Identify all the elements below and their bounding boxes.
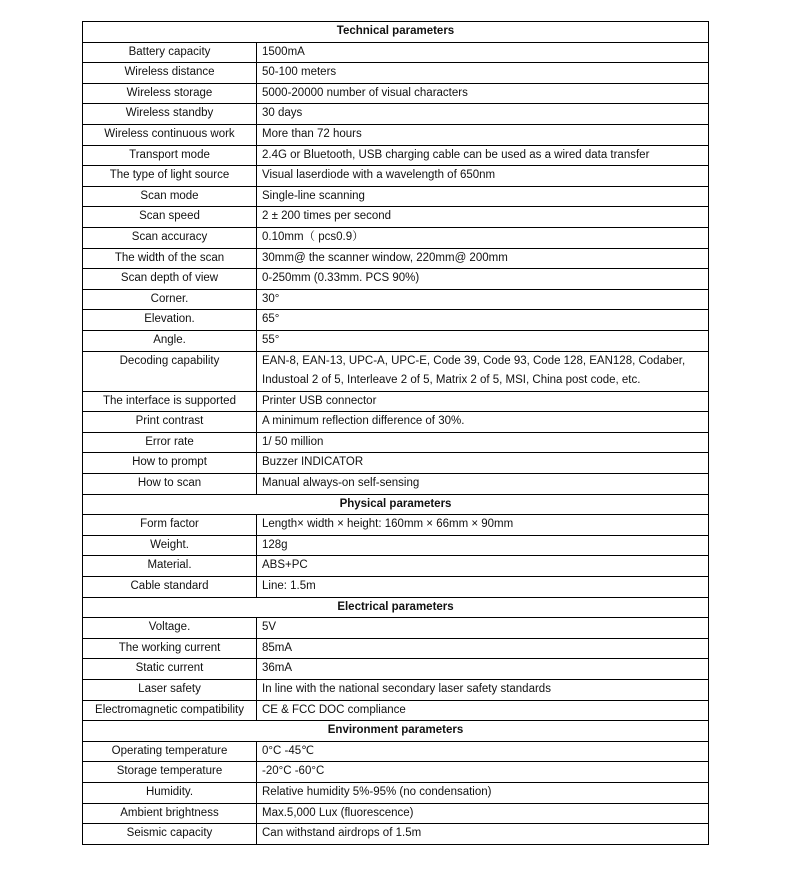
table-row xyxy=(83,762,709,783)
param-value: 85mA xyxy=(257,638,709,659)
table-row xyxy=(83,782,709,803)
param-label: Form factor xyxy=(83,515,257,536)
param-label: The working current xyxy=(83,638,257,659)
section-title-electrical: Electrical parameters xyxy=(83,597,709,618)
param-label: Wireless storage xyxy=(83,83,257,104)
section-title-environment: Environment parameters xyxy=(83,721,709,742)
table-row xyxy=(83,824,709,845)
param-value: 2.4G or Bluetooth, USB charging cable can be used as a wired data transfer xyxy=(257,145,709,166)
param-value: 30 days xyxy=(257,104,709,125)
table-row xyxy=(83,145,709,166)
param-label: The interface is supported xyxy=(83,391,257,412)
param-label: Voltage. xyxy=(83,618,257,639)
table-row xyxy=(83,330,709,351)
table-row xyxy=(83,803,709,824)
param-value: Buzzer INDICATOR xyxy=(257,453,709,474)
param-label: Cable standard xyxy=(83,577,257,598)
param-value: Length× width × height: 160mm × 66mm × 90mm xyxy=(257,515,709,536)
table-row xyxy=(83,412,709,433)
table-row xyxy=(83,432,709,453)
param-label: Humidity. xyxy=(83,782,257,803)
section-header-row xyxy=(83,22,709,43)
section-title-technical: Technical parameters xyxy=(83,22,709,43)
param-label: Laser safety xyxy=(83,680,257,701)
param-label: Corner. xyxy=(83,289,257,310)
param-label: How to prompt xyxy=(83,453,257,474)
param-label: Storage temperature xyxy=(83,762,257,783)
param-label: Error rate xyxy=(83,432,257,453)
param-value: 1500mA xyxy=(257,42,709,63)
param-value: -20°C -60°C xyxy=(257,762,709,783)
spec-table xyxy=(82,21,709,845)
table-row xyxy=(83,618,709,639)
table-row xyxy=(83,104,709,125)
param-value: Can withstand airdrops of 1.5m xyxy=(257,824,709,845)
section-header-row xyxy=(83,721,709,742)
param-value: 2 ± 200 times per second xyxy=(257,207,709,228)
param-label: Transport mode xyxy=(83,145,257,166)
table-row xyxy=(83,63,709,84)
table-row xyxy=(83,638,709,659)
param-value: 36mA xyxy=(257,659,709,680)
param-label: Angle. xyxy=(83,330,257,351)
param-value: EAN-8, EAN-13, UPC-A, UPC-E, Code 39, Code 93, Code 128, EAN128, Codaber, Industoal 2 of 5, Interleave 2 of 5, Matrix 2 of 5, MSI, China post code, etc. xyxy=(257,351,709,391)
param-label: Operating temperature xyxy=(83,741,257,762)
table-row xyxy=(83,83,709,104)
table-row xyxy=(83,515,709,536)
param-value: Printer USB connector xyxy=(257,391,709,412)
param-value: 1/ 50 million xyxy=(257,432,709,453)
param-label: Decoding capability xyxy=(83,351,257,391)
param-value: 0°C -45℃ xyxy=(257,741,709,762)
param-label: Print contrast xyxy=(83,412,257,433)
param-value: 128g xyxy=(257,535,709,556)
param-value: Line: 1.5m xyxy=(257,577,709,598)
param-label: Scan speed xyxy=(83,207,257,228)
table-row xyxy=(83,310,709,331)
table-row xyxy=(83,207,709,228)
param-label: Electromagnetic compatibility xyxy=(83,700,257,721)
param-value: 0.10mm（ pcs0.9） xyxy=(257,227,709,248)
param-value: 30° xyxy=(257,289,709,310)
table-row xyxy=(83,577,709,598)
table-row xyxy=(83,391,709,412)
param-label: Material. xyxy=(83,556,257,577)
param-label: Weight. xyxy=(83,535,257,556)
param-value: 5V xyxy=(257,618,709,639)
table-row xyxy=(83,700,709,721)
param-label: Seismic capacity xyxy=(83,824,257,845)
table-row xyxy=(83,248,709,269)
param-label: Scan mode xyxy=(83,186,257,207)
table-row xyxy=(83,166,709,187)
param-value: More than 72 hours xyxy=(257,124,709,145)
table-row xyxy=(83,474,709,495)
table-row xyxy=(83,741,709,762)
table-row xyxy=(83,680,709,701)
section-header-row xyxy=(83,494,709,515)
param-label: The width of the scan xyxy=(83,248,257,269)
table-row xyxy=(83,453,709,474)
section-header-row xyxy=(83,597,709,618)
table-row xyxy=(83,659,709,680)
param-value: Single-line scanning xyxy=(257,186,709,207)
param-label: Wireless distance xyxy=(83,63,257,84)
param-label: Wireless standby xyxy=(83,104,257,125)
param-value: In line with the national secondary laser safety standards xyxy=(257,680,709,701)
param-value: Manual always-on self-sensing xyxy=(257,474,709,495)
param-value: A minimum reflection difference of 30%. xyxy=(257,412,709,433)
param-value: 55° xyxy=(257,330,709,351)
table-row xyxy=(83,186,709,207)
param-label: Scan depth of view xyxy=(83,269,257,290)
param-value: ABS+PC xyxy=(257,556,709,577)
param-label: Elevation. xyxy=(83,310,257,331)
param-value: 30mm@ the scanner window, 220mm@ 200mm xyxy=(257,248,709,269)
table-row xyxy=(83,556,709,577)
table-row xyxy=(83,535,709,556)
param-value: CE & FCC DOC compliance xyxy=(257,700,709,721)
param-label: Wireless continuous work xyxy=(83,124,257,145)
param-label: Scan accuracy xyxy=(83,227,257,248)
param-label: Battery capacity xyxy=(83,42,257,63)
param-value: Visual laserdiode with a wavelength of 650nm xyxy=(257,166,709,187)
table-row xyxy=(83,42,709,63)
param-value: 5000-20000 number of visual characters xyxy=(257,83,709,104)
table-row xyxy=(83,124,709,145)
table-row xyxy=(83,269,709,290)
table-row xyxy=(83,289,709,310)
param-label: Static current xyxy=(83,659,257,680)
param-value: Max.5,000 Lux (fluorescence) xyxy=(257,803,709,824)
param-label: Ambient brightness xyxy=(83,803,257,824)
param-label: How to scan xyxy=(83,474,257,495)
param-value: 0-250mm (0.33mm. PCS 90%) xyxy=(257,269,709,290)
section-title-physical: Physical parameters xyxy=(83,494,709,515)
param-label: The type of light source xyxy=(83,166,257,187)
table-row xyxy=(83,351,709,391)
param-value: 50-100 meters xyxy=(257,63,709,84)
param-value: Relative humidity 5%-95% (no condensation) xyxy=(257,782,709,803)
table-row xyxy=(83,227,709,248)
param-value: 65° xyxy=(257,310,709,331)
